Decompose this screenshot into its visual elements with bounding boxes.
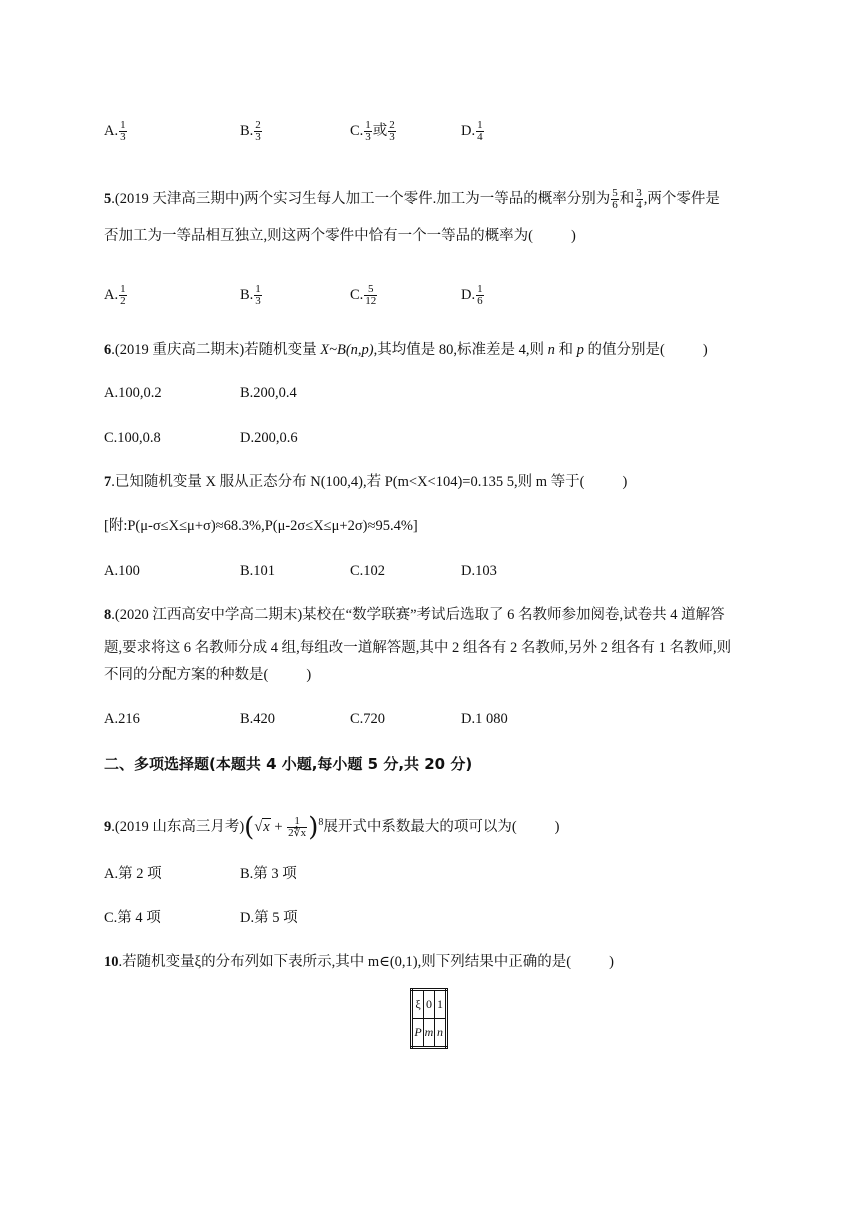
q4-option-b bbox=[240, 120, 263, 143]
question-text: .(2020 江西高安中学高二期末)某校在“数学联赛”考试后选取了 6 名教师参加阅卷,试卷共 4 道解答 bbox=[111, 607, 725, 623]
numerator: 2 bbox=[389, 119, 395, 131]
denominator: 2 bbox=[120, 295, 126, 307]
table-cell: m bbox=[424, 1019, 435, 1048]
distribution-table bbox=[410, 988, 448, 1049]
fraction bbox=[635, 188, 643, 211]
q5-option-a bbox=[104, 284, 128, 307]
q5-stem-line2 bbox=[104, 226, 576, 246]
q9-option-d: D.第 5 项 bbox=[240, 910, 298, 926]
denominator: 4 bbox=[477, 131, 483, 143]
option-letter: D. bbox=[461, 122, 476, 139]
question-number: 9 bbox=[104, 818, 112, 835]
option-letter: C. bbox=[350, 286, 364, 303]
question-text: 的值分别是( bbox=[583, 342, 665, 358]
numerator: 3 bbox=[636, 187, 642, 199]
q9-option-a: A.第 2 项 bbox=[104, 866, 162, 882]
q5-option-b bbox=[240, 284, 263, 307]
option-letter: A. bbox=[104, 122, 119, 139]
q8-option-d: D.1 080 bbox=[461, 711, 508, 727]
table-row bbox=[412, 990, 447, 1019]
connector-text: 和 bbox=[554, 342, 577, 358]
left-paren: ( bbox=[244, 812, 255, 843]
denominator: 6 bbox=[477, 295, 483, 307]
fraction bbox=[254, 284, 262, 307]
numerator: 1 bbox=[287, 816, 307, 828]
table-cell: ξ bbox=[412, 990, 424, 1019]
numerator: 5 bbox=[364, 284, 377, 296]
section-heading: 二、多项选择题(本题共 4 小题,每小题 5 分,共 20 分) bbox=[104, 755, 473, 773]
denominator: 3 bbox=[120, 131, 126, 143]
question-text: 展开式中系数最大的项可以为( bbox=[323, 818, 517, 835]
answer-paren: ) bbox=[554, 818, 560, 835]
numerator: 1 bbox=[365, 119, 371, 131]
connector-text: 和 bbox=[619, 190, 635, 207]
radicand: x bbox=[263, 818, 270, 835]
q7-stem bbox=[104, 472, 627, 492]
question-text: ,其均值是 80,标准差是 4,则 bbox=[373, 342, 548, 358]
fraction bbox=[476, 120, 484, 143]
numerator: 1 bbox=[477, 119, 483, 131]
table-cell: P bbox=[412, 1019, 424, 1048]
question-number: 10 bbox=[104, 954, 119, 970]
question-text: 不同的分配方案的种数是( bbox=[104, 667, 269, 683]
fraction bbox=[119, 120, 127, 143]
q7-option-b: B.101 bbox=[240, 563, 276, 579]
q7-option-c: C.102 bbox=[350, 563, 386, 579]
denominator: 3 bbox=[389, 131, 395, 143]
q9-stem bbox=[104, 808, 560, 843]
question-text: .已知随机变量 X 服从正态分布 N(100,4),若 P(m<X<104)=0.135 5,则 m 等于( bbox=[111, 474, 585, 490]
q4-option-d bbox=[461, 120, 485, 143]
question-text: ,两个零件是 bbox=[643, 190, 720, 207]
table-row bbox=[412, 1019, 447, 1048]
fraction bbox=[476, 284, 484, 307]
q7-option-a: A.100 bbox=[104, 563, 140, 579]
answer-paren: ) bbox=[609, 954, 614, 970]
option-letter: C. bbox=[350, 122, 364, 139]
question-number: 7 bbox=[104, 474, 112, 490]
fraction bbox=[119, 284, 127, 307]
connector-text: 或 bbox=[372, 122, 388, 139]
q4-option-a bbox=[104, 120, 128, 143]
fraction bbox=[254, 120, 262, 143]
question-text: .若随机变量ξ的分布列如下表所示,其中 m∈(0,1),则下列结果中正确的是( bbox=[118, 954, 572, 970]
exponent: 8 bbox=[318, 817, 324, 828]
q6-option-a: A.100,0.2 bbox=[104, 385, 162, 401]
option-letter: B. bbox=[240, 286, 254, 303]
denominator: 6 bbox=[612, 199, 618, 211]
denominator: 12 bbox=[365, 295, 377, 307]
question-number: 5 bbox=[104, 190, 112, 207]
sqrt-symbol: √ bbox=[254, 818, 263, 835]
fraction bbox=[388, 120, 396, 143]
fraction bbox=[287, 816, 307, 839]
answer-paren: ) bbox=[570, 228, 576, 244]
question-text: .(2019 重庆高二期末)若随机变量 bbox=[111, 342, 321, 358]
option-letter: B. bbox=[240, 122, 254, 139]
question-number: 8 bbox=[104, 607, 112, 623]
q6-stem bbox=[104, 340, 708, 360]
table-cell: 0 bbox=[424, 990, 435, 1019]
q9-option-b: B.第 3 项 bbox=[240, 866, 297, 882]
numerator: 1 bbox=[120, 119, 126, 131]
fraction bbox=[611, 188, 619, 211]
fraction bbox=[364, 120, 372, 143]
option-letter: D. bbox=[461, 286, 476, 303]
denominator: 2∜x bbox=[288, 827, 307, 839]
question-text: .(2019 天津高三期中)两个实习生每人加工一个零件.加工为一等品的概率分别为 bbox=[111, 190, 611, 207]
q5-stem-line1 bbox=[104, 188, 720, 211]
q10-stem bbox=[104, 952, 614, 972]
math-variable: n bbox=[547, 342, 555, 358]
q8-stem-line3 bbox=[104, 665, 311, 685]
plus-sign: + bbox=[270, 818, 287, 835]
answer-paren: ) bbox=[622, 474, 628, 490]
fraction bbox=[364, 284, 377, 307]
numerator: 1 bbox=[477, 283, 483, 295]
question-number: 6 bbox=[104, 342, 112, 358]
q6-option-b: B.200,0.4 bbox=[240, 385, 297, 401]
table-cell: n bbox=[435, 1019, 447, 1048]
numerator: 5 bbox=[612, 187, 618, 199]
q6-option-c: C.100,0.8 bbox=[104, 430, 161, 446]
numerator: 1 bbox=[120, 283, 126, 295]
q4-option-c bbox=[350, 120, 397, 143]
q7-option-d: D.103 bbox=[461, 563, 497, 579]
table-cell: 1 bbox=[435, 990, 447, 1019]
q7-appendix-note: [附:P(μ-σ≤X≤μ+σ)≈68.3%,P(μ-2σ≤X≤μ+2σ)≈95.4%] bbox=[104, 518, 418, 534]
q8-option-c: C.720 bbox=[350, 711, 386, 727]
denominator: 4 bbox=[636, 199, 642, 211]
q8-stem-line2: 题,要求将这 6 名教师分成 4 组,每组改一道解答题,其中 2 组各有 2 名教师,另外 2 组各有 1 名教师,则 bbox=[104, 640, 732, 656]
numerator: 1 bbox=[255, 283, 261, 295]
right-paren: ) bbox=[308, 812, 319, 843]
denominator: 3 bbox=[255, 131, 261, 143]
q8-stem-line1 bbox=[104, 605, 725, 625]
q8-option-a: A.216 bbox=[104, 711, 140, 727]
answer-paren: ) bbox=[702, 342, 708, 358]
q9-option-c: C.第 4 项 bbox=[104, 910, 161, 926]
math-expression: X~B(n,p) bbox=[320, 342, 374, 358]
q6-option-d: D.200,0.6 bbox=[240, 430, 298, 446]
question-text: 否加工为一等品相互独立,则这两个零件中恰有一个一等品的概率为( bbox=[104, 228, 533, 244]
numerator: 2 bbox=[255, 119, 261, 131]
math-variable: p bbox=[576, 342, 584, 358]
option-letter: A. bbox=[104, 286, 119, 303]
q8-option-b: B.420 bbox=[240, 711, 276, 727]
denominator: 3 bbox=[255, 295, 261, 307]
question-source: .(2019 山东高三月考) bbox=[111, 818, 245, 835]
denominator: 3 bbox=[365, 131, 371, 143]
q5-option-d bbox=[461, 284, 485, 307]
answer-paren: ) bbox=[306, 667, 312, 683]
q5-option-c bbox=[350, 284, 378, 307]
